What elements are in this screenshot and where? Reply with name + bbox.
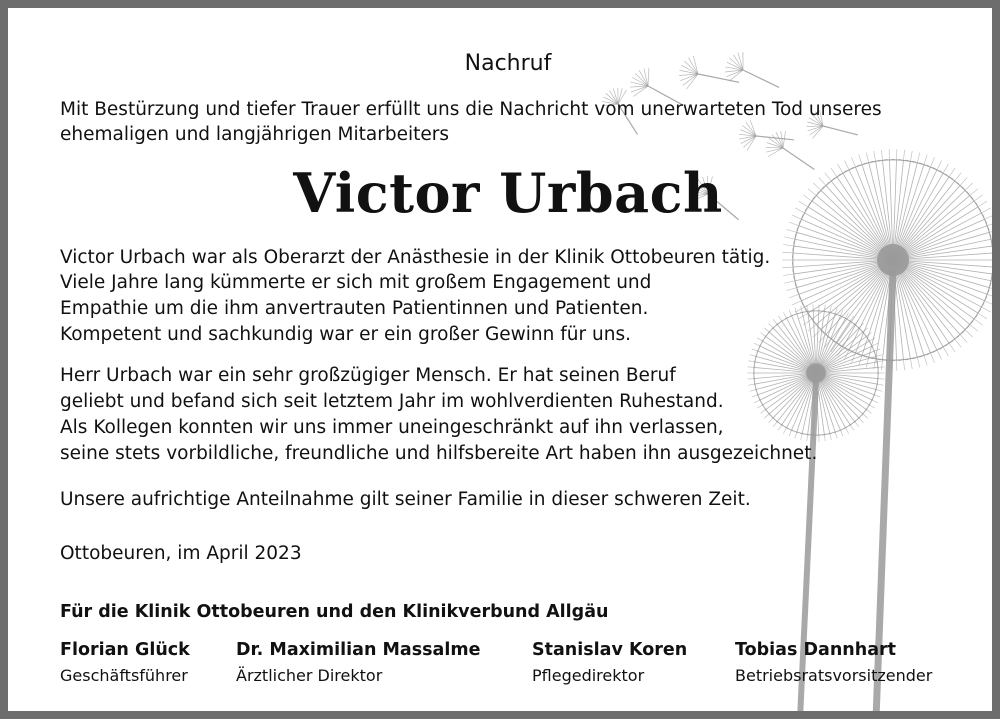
paragraph-2-line-1: Herr Urbach war ein sehr großzügiger Mensch. Er hat seinen Beruf xyxy=(60,365,676,386)
paragraph-2-line-4: seine stets vorbildliche, freundliche und hilfsbereite Art haben ihn ausgezeichnet. xyxy=(60,443,818,464)
organization-line: Für die Klinik Ottobeuren und den Klinikverbund Allgäu xyxy=(60,602,609,622)
paragraph-1-line-3: Empathie um die ihm anvertrauten Patientinnen und Patienten. xyxy=(60,298,649,319)
signatory-role: Geschäftsführer xyxy=(60,666,188,685)
paragraph-1-line-4: Kompetent und sachkundig war er ein großer Gewinn für uns. xyxy=(60,324,631,345)
paragraph-2-line-2: geliebt und befand sich seit letztem Jahr im wohlverdienten Ruhestand. xyxy=(60,391,724,412)
condolence-line: Unsere aufrichtige Anteilnahme gilt seiner Familie in dieser schweren Zeit. xyxy=(60,489,751,510)
page-title: Nachruf xyxy=(464,51,552,76)
signatory-name: Florian Glück xyxy=(60,640,190,660)
place-date: Ottobeuren, im April 2023 xyxy=(60,543,302,564)
deceased-name: Victor Urbach xyxy=(293,161,723,225)
signatory-role: Ärztlicher Direktor xyxy=(236,666,383,685)
signatory-name: Stanislav Koren xyxy=(532,640,688,660)
paragraph-1-line-2: Viele Jahre lang kümmerte er sich mit großem Engagement und xyxy=(60,272,652,293)
intro-line-1: Mit Bestürzung und tiefer Trauer erfüllt uns die Nachricht vom unerwarteten Tod unseres xyxy=(60,99,882,120)
signatory-role: Pflegedirektor xyxy=(532,666,645,685)
paragraph-2-line-3: Als Kollegen konnten wir uns immer uneingeschränkt auf ihn verlassen, xyxy=(60,417,724,438)
signatory-name: Dr. Maximilian Massalme xyxy=(236,640,481,660)
signatory-name: Tobias Dannhart xyxy=(735,640,896,660)
intro-line-2: ehemaligen und langjährigen Mitarbeiters xyxy=(60,124,449,145)
paragraph-1-line-1: Victor Urbach war als Oberarzt der Anästhesie in der Klinik Ottobeuren tätig. xyxy=(60,247,771,268)
signatory-role: Betriebsratsvorsitzender xyxy=(735,666,933,685)
